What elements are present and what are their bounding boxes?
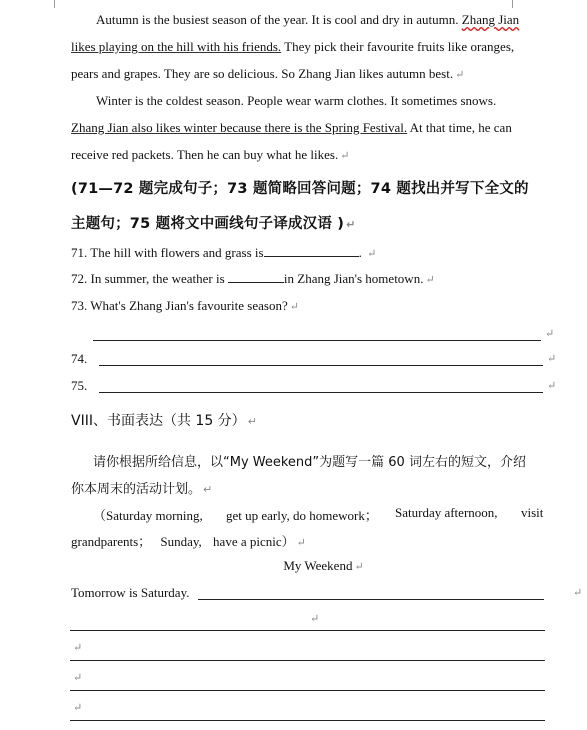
paragraph-mark: ↵: [73, 702, 83, 714]
instructions-text: (71—72 题完成句子；73 题简略回答问题；74 题找出并写下全文的: [71, 181, 529, 197]
para1-text: Autumn is the busiest season of the year. It is cool and dry in autumn.: [96, 12, 459, 27]
paragraph-mark: ↵: [425, 274, 435, 286]
paragraph-mark: ↵: [289, 301, 299, 313]
question-text: in Zhang Jian's hometown.: [283, 271, 424, 286]
question-label: 74.: [71, 351, 88, 366]
para1-line2: [71, 39, 545, 55]
writing-line-5[interactable]: [70, 720, 545, 721]
para1-line3: [71, 66, 545, 82]
question-text: .: [358, 245, 362, 260]
writing-line-3[interactable]: [70, 660, 545, 661]
para1-text: pears and grapes. They are so delicious. So Zhang Jian likes autumn best.: [71, 66, 454, 81]
paragraph-mark: ↵: [346, 218, 356, 231]
instructions-line1: [71, 177, 545, 198]
section-heading: [71, 410, 545, 430]
para1-text: They pick their favourite fruits like oranges,: [284, 39, 515, 54]
hint-text: Saturday afternoon,: [395, 505, 498, 520]
section-title: VIII、书面表达（共 15 分）: [71, 413, 246, 429]
hint-text: get up early, do homework；: [226, 508, 378, 523]
paragraph-mark: ↵: [296, 537, 306, 549]
essay-start-text: Tomorrow is Saturday.: [71, 585, 190, 600]
paragraph-mark: ↵: [247, 415, 257, 428]
question-text: 73. What's Zhang Jian's favourite season?: [71, 298, 288, 313]
answer-line-74[interactable]: [99, 365, 543, 366]
hint-text: Sunday,: [160, 534, 202, 549]
instructions-line2: [71, 212, 545, 233]
question-72: [71, 271, 545, 287]
hint-text: visit: [521, 505, 544, 520]
paragraph-mark: ↵: [340, 150, 350, 162]
paragraph-mark: ↵: [455, 69, 465, 81]
essay-title: My Weekend: [283, 558, 353, 573]
paragraph-mark: ↵: [367, 248, 377, 260]
prompt-line2: [71, 478, 545, 497]
para2-text: At that time, he can: [409, 120, 512, 135]
para2-text: Winter is the coldest season. People wear warm clothes. It sometimes snows.: [96, 93, 497, 108]
instructions-text: 主题句；75 题将文中画线句子译成汉语 ): [71, 216, 345, 232]
question-73: [71, 298, 545, 314]
page-corner-mark-right: [512, 0, 521, 8]
hint-text: （Saturday morning,: [93, 508, 203, 523]
paragraph-mark: ↵: [545, 328, 555, 340]
writing-line-1[interactable]: [198, 599, 544, 600]
paragraph-mark: ↵: [310, 613, 320, 625]
para2-line2: [71, 120, 545, 136]
writing-line-4[interactable]: [70, 690, 545, 691]
underlined-sentence: likes playing on the hill with his friends.: [71, 39, 282, 54]
writing-line-2[interactable]: [70, 630, 545, 631]
question-text: 72. In summer, the weather is: [71, 271, 225, 286]
page-corner-mark-left: [54, 0, 63, 8]
hints-line2: [71, 531, 545, 550]
answer-line-75[interactable]: [99, 392, 543, 393]
para2-text: receive red packets. Then he can buy what he likes.: [71, 147, 339, 162]
para1-line1: [96, 12, 545, 28]
hint-text: have a picnic）: [213, 534, 295, 549]
answer-blank-71[interactable]: [264, 245, 359, 257]
paragraph-mark: ↵: [354, 561, 364, 573]
paragraph-mark: ↵: [73, 672, 83, 684]
answer-blank-72[interactable]: [228, 271, 284, 283]
underlined-sentence: Zhang Jian also likes winter because there is the Spring Festival.: [71, 120, 408, 135]
paragraph-mark: ↵: [203, 483, 213, 496]
paragraph-mark: ↵: [573, 587, 583, 599]
hint-text: grandparents；: [71, 534, 152, 549]
prompt-text: 请你根据所给信息，以“My Weekend”为题写一篇 60 词左右的短文，介绍: [93, 455, 526, 470]
para2-line1: [96, 93, 545, 109]
underlined-name: Zhang Jian: [461, 12, 520, 27]
para2-line3: [71, 147, 545, 163]
paragraph-mark: ↵: [73, 642, 83, 654]
essay-title-row: [0, 558, 587, 574]
answer-line-73[interactable]: [93, 340, 541, 341]
question-label: 75.: [71, 378, 88, 393]
question-71: [71, 245, 545, 261]
prompt-line1: [93, 451, 545, 470]
paragraph-mark: ↵: [547, 353, 557, 365]
prompt-text: 你本周末的活动计划。: [71, 482, 202, 497]
question-text: 71. The hill with flowers and grass is: [71, 245, 264, 260]
paragraph-mark: ↵: [547, 380, 557, 392]
